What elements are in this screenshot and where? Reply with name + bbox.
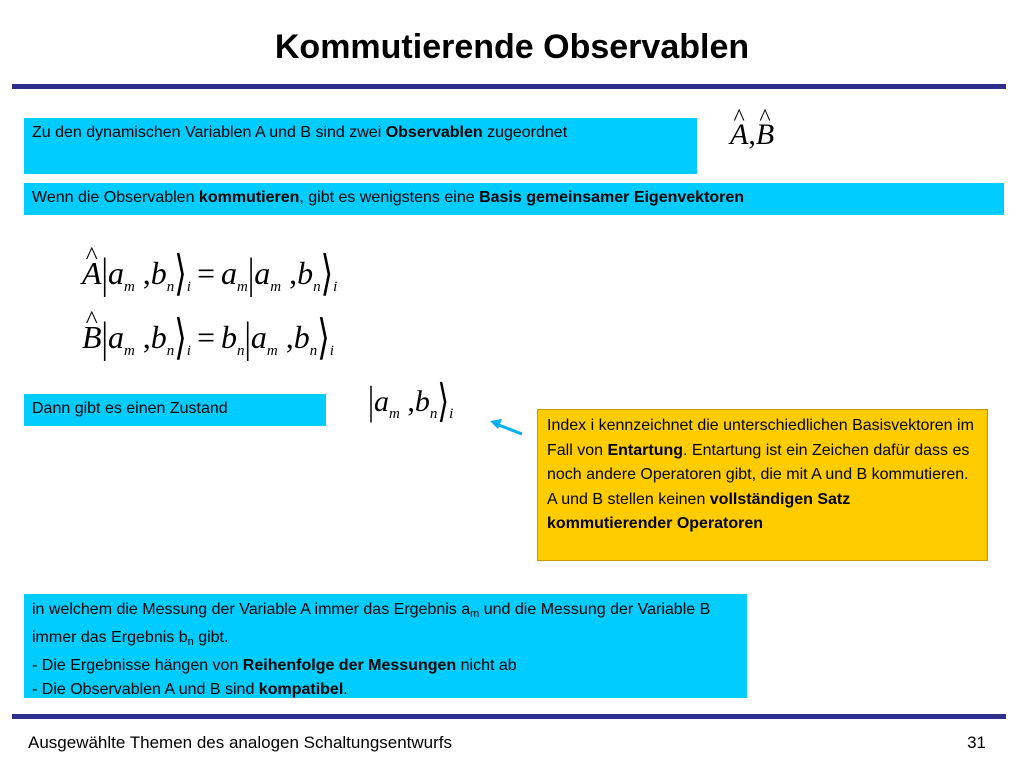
eq1-n2: n (313, 279, 321, 295)
eq2-a2: a (250, 319, 267, 355)
box4-text2: . Entartung ist ein Zeichen dafür dass es noch andere Operatoren gibt, die mit A und B kommutieren. A und B stellen keinen (547, 441, 970, 508)
eq1-ev: a (221, 255, 237, 291)
state-a: a (374, 385, 390, 418)
box5-line3b: nicht ab (456, 657, 517, 674)
pointer-arrow-icon (488, 414, 528, 440)
state-intro-box (24, 394, 326, 426)
slide-title: Kommutierende Observablen (274, 28, 750, 66)
eq1-b2: b (297, 255, 314, 291)
box2-text2: , gibt es wenigstens eine (299, 189, 480, 206)
eq2-b2: b (293, 319, 310, 355)
op-b-hat: ^ B (756, 118, 774, 152)
box1-text2: zugeordnet (482, 124, 568, 141)
eq1-evsub: m (237, 279, 248, 295)
eq2-a: a (107, 319, 124, 355)
box2-text1: Wenn die Observablen (32, 189, 199, 206)
box5-line2sub: n (187, 636, 194, 648)
box2-bold1: kommutieren (198, 189, 300, 206)
eq1-op: ^ A (82, 255, 102, 292)
state-n: n (429, 406, 438, 422)
eigen-equation-b: ^ $B|a_m$ $,b_n⟩_i = b_n|a_m$ $,b_n⟩_i$ (82, 318, 334, 360)
eq1-m: m (123, 279, 135, 295)
state-i: i (449, 406, 454, 422)
box2-bold2: Basis gemeinsamer Eigenvektoren (479, 189, 745, 206)
eq2-n2: n (309, 343, 318, 359)
box5-line3bold: Reihenfolge der Messungen (242, 657, 457, 674)
eq2-op: ^ B (82, 319, 102, 356)
page-number: 31 (967, 733, 986, 752)
box5-line2b: gibt. (193, 629, 229, 646)
state-m: m (389, 406, 400, 422)
eq1-m2: m (270, 279, 282, 295)
eq1-i2: i (333, 279, 338, 295)
box5-line1a: in welchem die Messung der Variable A immer das Ergebnis a (32, 601, 471, 618)
state-b: b (414, 385, 430, 418)
eq2-equals: = (196, 319, 215, 355)
operators-math (730, 118, 774, 152)
commute-box (24, 183, 1004, 215)
eq2-evsub: n (237, 343, 245, 359)
degeneracy-note-box (537, 409, 988, 561)
footer-text: Ausgewählte Themen des analogen Schaltungsentwurfs (28, 733, 453, 752)
box3-text: Dann gibt es einen Zustand (32, 400, 228, 417)
eq1-i: i (186, 279, 191, 295)
measurement-box (24, 594, 747, 698)
observables-intro-box (24, 118, 697, 174)
eq1-b: b (150, 255, 167, 291)
op-a-hat: ^ A (730, 118, 748, 152)
eq2-m: m (123, 343, 135, 359)
eq1-n: n (166, 279, 175, 295)
box5-line3a: - Die Ergebnisse hängen von (32, 657, 243, 674)
box5-line1sub: m (470, 608, 480, 620)
eq1-equals: = (196, 255, 215, 291)
top-divider (12, 84, 1006, 89)
eq2-i2: i (329, 343, 334, 359)
box5-line4b: . (343, 681, 348, 698)
state-ket: $|a_m$ $,b_n⟩_i$ (368, 375, 454, 428)
box5-line4bold: kompatibel (258, 681, 344, 698)
box1-bold1: Observablen (385, 124, 483, 141)
box5-line1b: und die Messung der Variable B immer das Ergebnis b (32, 601, 711, 646)
box4-bold1: Entartung (607, 441, 684, 459)
eigen-equation-a: ^ $A|a_m$ $,b_n⟩_i = a_m|a_m$ $,b_n⟩_i$ (82, 254, 337, 296)
eq1-a2: a (254, 255, 271, 291)
eq2-n: n (166, 343, 175, 359)
eq2-ev: b (221, 319, 237, 355)
box1-text1: Zu den dynamischen Variablen A und B sind zwei (32, 124, 386, 141)
box4-bold2: vollständigen Satz kommutierender Operatoren (547, 490, 851, 532)
op-comma: , (748, 118, 756, 151)
box5-line4a: - Die Observablen A und B sind (32, 681, 259, 698)
eq2-b: b (150, 319, 167, 355)
eq2-m2: m (266, 343, 278, 359)
eq1-a: a (107, 255, 124, 291)
box4-text1: Index i kennzeichnet die unterschiedlichen Basisvektoren im Fall von (547, 417, 974, 459)
bottom-divider (12, 714, 1006, 719)
eq2-i: i (186, 343, 191, 359)
